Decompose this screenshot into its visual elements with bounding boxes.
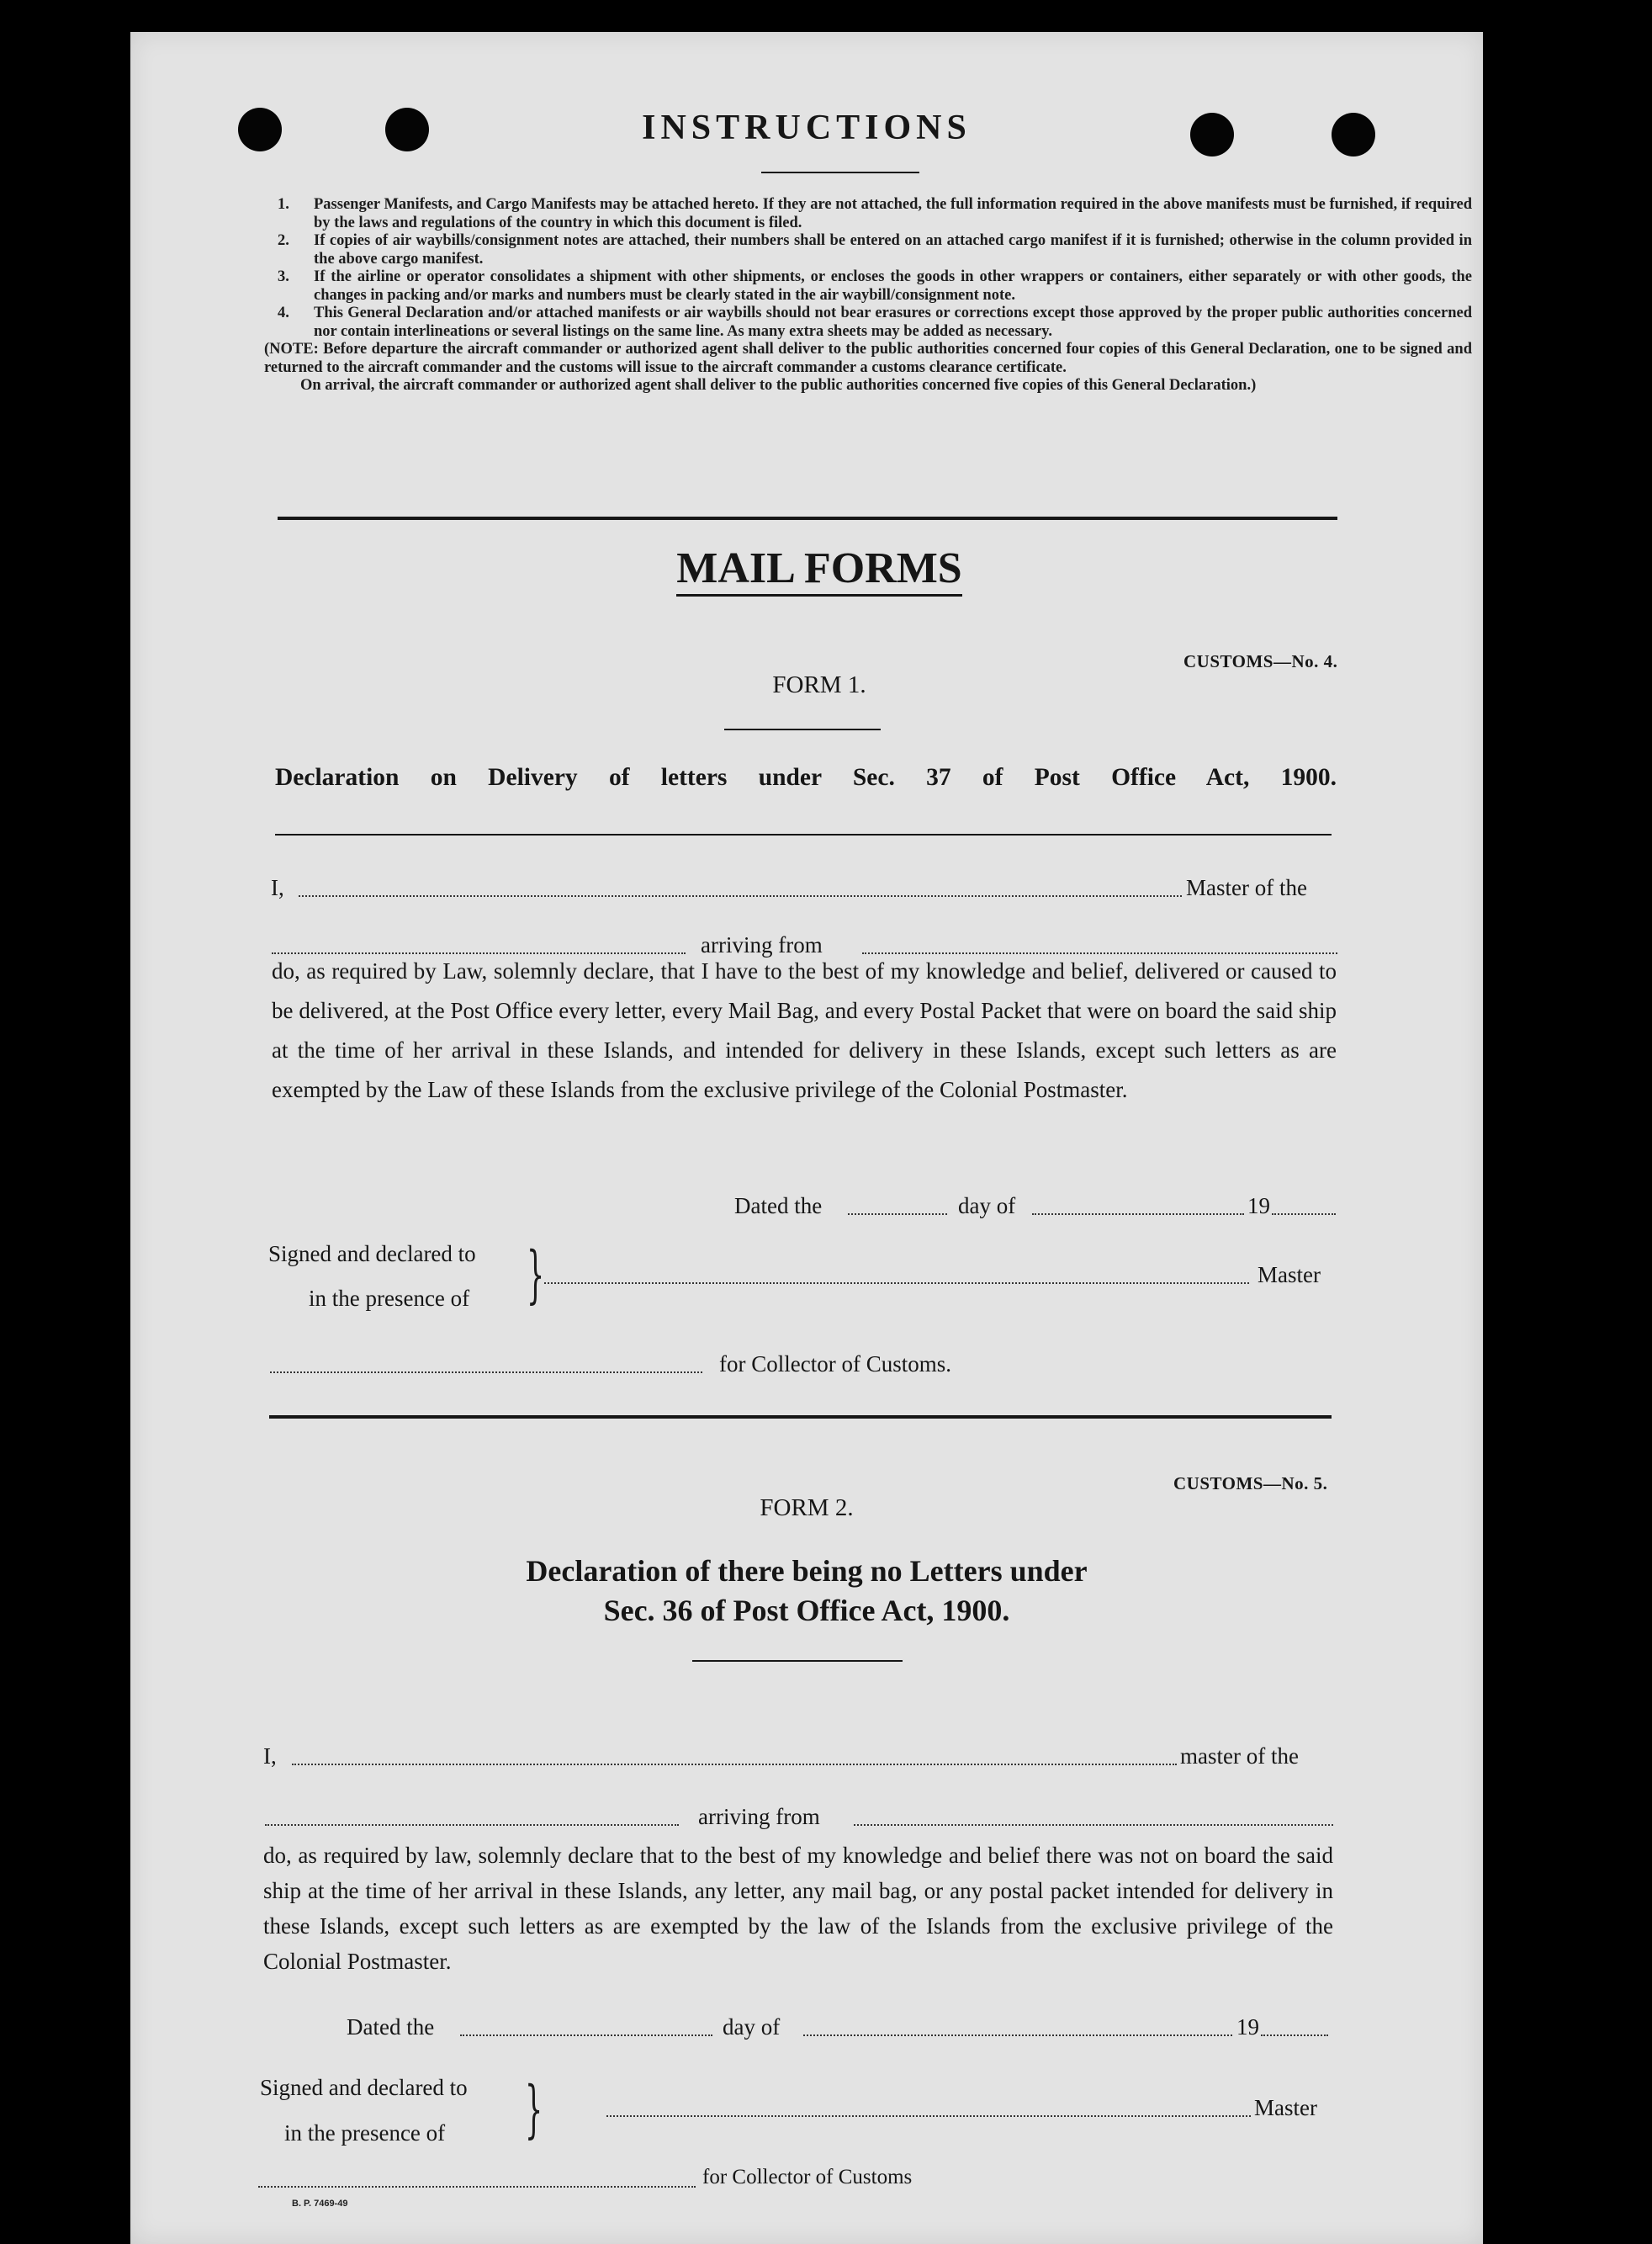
instruction-note-departure: (NOTE: Before departure the aircraft commander or authorized agent shall deliver to the public authorities concerned four copies of this General Declaration, one to be signed and returned to the aircraft commander and the customs will issue to the aircraft commander a customs clearance certificate. <box>264 341 1472 376</box>
form2-month-blank <box>803 2034 1232 2036</box>
form2-day-blank <box>460 2034 712 2036</box>
form2-for-collector: for Collector of Customs <box>702 2166 913 2188</box>
form1-heading-rule <box>275 834 1332 836</box>
form2-name-blank <box>292 1764 1177 1765</box>
form1-master-of-the: Master of the <box>1186 875 1307 900</box>
form2-in-presence-of: in the presence of <box>284 2120 446 2146</box>
instructions-title-underline <box>761 172 919 173</box>
form1-brace: } <box>526 1239 545 1311</box>
form2-heading-underline <box>692 1660 903 1662</box>
form2-dated-the: Dated the <box>347 2014 435 2040</box>
form2-title: FORM 2. <box>760 1494 854 1521</box>
form1-name-blank <box>299 895 1182 897</box>
form1-signature-blank <box>544 1282 1249 1284</box>
form2-i-label: I, <box>263 1743 277 1769</box>
form1-i-label: I, <box>271 875 284 900</box>
form1-year: 19 <box>1247 1193 1270 1218</box>
form2-year: 19 <box>1236 2014 1259 2040</box>
instructions-title: INSTRUCTIONS <box>642 109 972 147</box>
form1-for-collector: for Collector of Customs. <box>719 1351 951 1377</box>
footer-printer-code: B. P. 7469-49 <box>292 2199 348 2209</box>
form1-day-of: day of <box>958 1193 1016 1218</box>
form1-title-underline <box>724 729 881 730</box>
form2-ship-blank <box>265 1824 679 1826</box>
form1-arriving-from: arriving from <box>701 932 823 958</box>
document-page <box>130 32 1483 2244</box>
form2-master-of-the: master of the <box>1180 1743 1299 1769</box>
form2-master-label: Master <box>1254 2095 1317 2120</box>
form1-signed-declared: Signed and declared to <box>268 1241 476 1266</box>
instruction-item: 3. If the airline or operator consolidates a shipment with other shipments, or encloses the goods in other wrappers or containers, either separately or with other goods, the changes in packing and/or marks and numbers must be clearly stated in the air waybill/consignment note. <box>278 268 1472 304</box>
instruction-item: 2. If copies of air waybills/consignment notes are attached, their numbers shall be entered on an attached cargo manifest if it is furnished; otherwise in the column provided in the above cargo manifest. <box>278 232 1472 268</box>
section-divider-middle <box>269 1415 1332 1419</box>
form2-year-blank <box>1261 2034 1328 2036</box>
form2-signed-declared: Signed and declared to <box>260 2075 468 2100</box>
form2-brace: } <box>524 2073 543 2146</box>
form2-arriving-from: arriving from <box>698 1804 820 1829</box>
section-divider-top <box>278 517 1337 520</box>
instruction-note-arrival: On arrival, the aircraft commander or authorized agent shall deliver to the public authorities concerned five copies of this General Declaration.) <box>300 377 1257 394</box>
form2-heading-line2: Sec. 36 of Post Office Act, 1900. <box>603 1594 1010 1627</box>
form1-in-presence-of: in the presence of <box>309 1286 470 1311</box>
form2-origin-blank <box>854 1824 1333 1826</box>
form2-signature-blank <box>606 2115 1251 2117</box>
form1-customs-number: CUSTOMS—No. 4. <box>1183 651 1338 671</box>
form2-heading <box>130 1552 1483 1631</box>
form1-month-blank <box>1032 1213 1244 1215</box>
form1-title: FORM 1. <box>772 671 866 698</box>
form2-customs-number: CUSTOMS—No. 5. <box>1173 1473 1328 1493</box>
form2-day-of: day of <box>723 2014 781 2040</box>
form2-collector-blank <box>258 2186 696 2188</box>
form1-day-blank <box>848 1213 947 1215</box>
form1-collector-blank <box>270 1371 702 1373</box>
instruction-item: 4. This General Declaration and/or attached manifests or air waybills should not bear erasures or corrections except those approved by the proper public authorities concerned nor contain interlineations or several listings on the same line. As many extra sheets may be added as necessary. <box>278 305 1472 340</box>
instructions-list <box>264 196 1472 395</box>
form1-master-label: Master <box>1258 1262 1321 1287</box>
form1-year-blank <box>1272 1213 1336 1215</box>
form2-heading-line1: Declaration of there being no Letters under <box>526 1554 1088 1588</box>
form1-body-text: do, as required by Law, solemnly declare, that I have to the best of my knowledge and belief, delivered or caused to be delivered, at the Post Office every letter, every Mail Bag, and every Postal Packet that were on board the said ship at the time of her arrival in these Islands, and intended for delivery in these Islands, except such letters as are exempted by the Law of these Islands from the exclusive privilege of the Colonial Postmaster. <box>272 958 1337 1102</box>
form1-heading: Declaration on Delivery of letters under Sec. 37 of Post Office Act, 1900. <box>275 764 1337 791</box>
form1-dated-the: Dated the <box>734 1193 823 1218</box>
instruction-item: 1. Passenger Manifests, and Cargo Manifests may be attached hereto. If they are not attached, the full information required in the above manifests must be furnished, if required by the laws and regulations of the country in which this document is filed. <box>278 196 1472 231</box>
mail-forms-title: MAIL FORMS <box>130 544 1483 593</box>
form2-body-text: do, as required by law, solemnly declare that to the best of my knowledge and belief there was not on board the said ship at the time of her arrival in these Islands, any letter, any mail bag, or any postal packet intended for delivery in these Islands, except such letters as are exempted by the law of the Islands from the exclusive privilege of the Colonial Postmaster. <box>263 1843 1333 1974</box>
